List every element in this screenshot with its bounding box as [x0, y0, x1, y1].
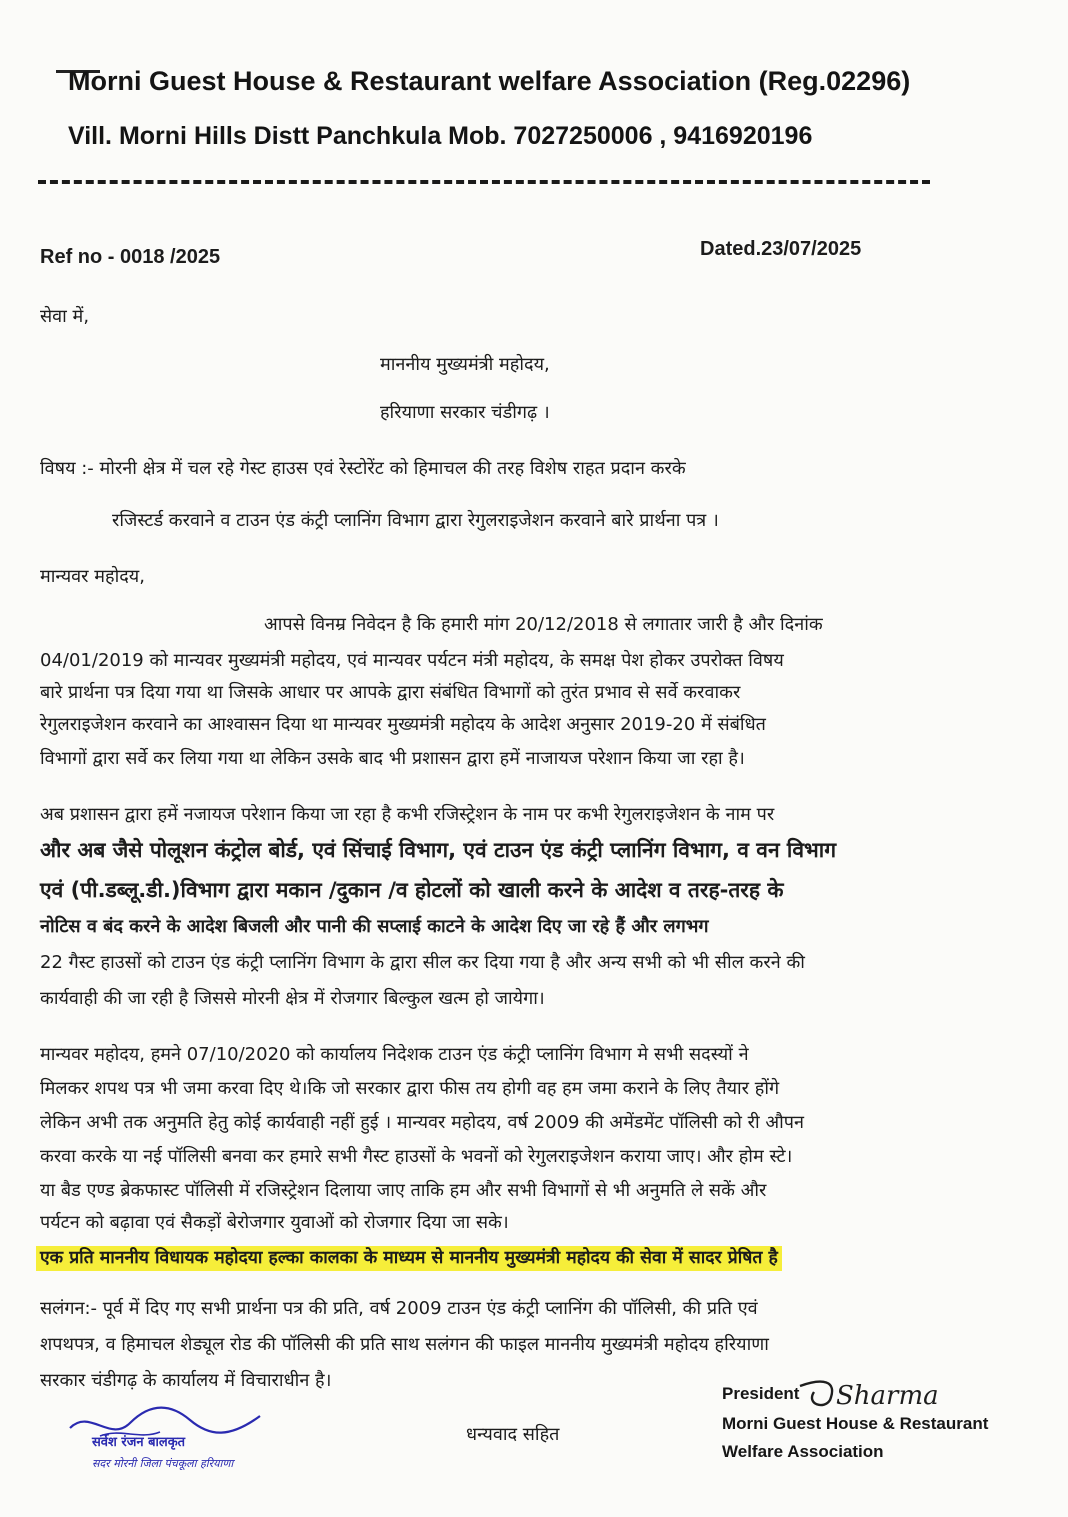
para3-line-1: मान्यवर महोदय, हमने 07/10/2020 को कार्यालय निदेशक टाउन एंड कंट्री प्लानिंग विभाग मे सभी सदस्यों ने	[40, 1044, 749, 1065]
para3-line-2: मिलकर शपथ पत्र भी जमा करवा दिए थे।कि जो सरकार द्वारा फीस तय होगी वह हम जमा कराने के लिए तैयार होंगे	[40, 1078, 780, 1099]
closing-text: धन्यवाद सहित	[466, 1424, 560, 1445]
para1-line-3: बारे प्रार्थना पत्र दिया गया था जिसके आधार पर आपके द्वारा संबंधित विभागों को तुरंत प्रभाव से सर्वे करवाकर	[40, 682, 741, 703]
para3-line-4: करवा करके या नई पॉलिसी बनवा कर हमारे सभी गैस्ट हाउसों के भवनों को रेगुलराइजेशन कराया जाए। और होम स्टे।	[40, 1146, 793, 1167]
para2-line-6: कार्यवाही की जा रही है जिससे मोरनी क्षेत्र में रोजगार बिल्कुल खत्म हो जायेगा।	[40, 988, 545, 1009]
copy-forward-highlight: एक प्रति माननीय विधायक महोदया हल्का कालका के माध्यम से माननीय मुख्यमंत्री महोदय की सेवा में सादर प्रेषित है	[36, 1246, 782, 1271]
para1-line-2: 04/01/2019 को मान्यवर मुख्यमंत्री महोदय, एवं मान्यवर पर्यटन मंत्री महोदय, के समक्ष पेश होकर उपरोक्त विषय	[40, 650, 784, 671]
para2-line-2: और अब जैसे पोलूशन कंट्रोल बोर्ड, एवं सिंचाई विभाग, एवं टाउन एंड कंट्री प्लानिंग विभाग, व वन विभाग	[40, 838, 837, 862]
para3-line-3: लेकिन अभी तक अनुमति हेतु कोई कार्यवाही नहीं हुई । मान्यवर महोदय, वर्ष 2009 की अमेंडमेंट पॉलिसी को री औपन	[40, 1112, 805, 1133]
para2-line-3: एवं (पी.डब्लू.डी.)विभाग द्वारा मकान /दुकान /व होटलों को खाली करने के आदेश व तरह-तरह के	[40, 878, 784, 902]
stamp-designation: सदर मोरनी जिला पंचकूला हरियाणा	[92, 1457, 234, 1470]
enclosure-line-2: शपथपत्र, व हिमाचल शेड्यूल रोड की पॉलिसी की प्रति साथ सलंगन की फाइल माननीय मुख्यमंत्री महोदय हरियाणा	[40, 1334, 769, 1355]
president-label: President	[722, 1384, 800, 1403]
para1-line-4: रेगुलराइजेशन करवाने का आश्वासन दिया था मान्यवर मुख्यमंत्री महोदय के आदेश अनुसार 2019-20 में संबंधित	[40, 714, 766, 735]
greeting: मान्यवर महोदय,	[40, 566, 145, 587]
subject-line-1: विषय :- मोरनी क्षेत्र में चल रहे गेस्ट हाउस एवं रेस्टोरेंट को हिमाचल की तरह विशेष राहत प्रदान करके	[40, 458, 686, 479]
signature-org-line-2: Welfare Association	[722, 1442, 884, 1461]
para2-line-1: अब प्रशासन द्वारा हमें नजायज परेशान किया जा रहा है कभी रजिस्ट्रेशन के नाम पर कभी रेगुलराइजेशन के नाम पर	[40, 804, 775, 825]
signed-name: Sharma	[836, 1381, 939, 1411]
letter-date: Dated.23/07/2025	[700, 238, 862, 260]
subject-line-2: रजिस्टर्ड करवाने व टाउन एंड कंट्री प्लानिंग विभाग द्वारा रेगुलराइजेशन करवाने बारे प्रार्थना पत्र ।	[112, 510, 719, 531]
letterhead-divider	[38, 180, 930, 184]
signature-org-line-1: Morni Guest House & Restaurant	[722, 1414, 989, 1433]
para2-line-5: 22 गैस्ट हाउसों को टाउन एंड कंट्री प्लानिंग विभाग के द्वारा सील कर दिया गया है और अन्य सभी को भी सील करने की	[40, 952, 805, 973]
para1-line-5: विभागों द्वारा सर्वे कर लिया गया था लेकिन उसके बाद भी प्रशासन द्वारा हमें नाजायज परेशान किया जा रहा है।	[40, 748, 745, 769]
salutation-to: सेवा में,	[40, 306, 90, 327]
para3-line-6: पर्यटन को बढ़ावा एवं सैकड़ों बेरोजगार युवाओं को रोजगार दिया जा सके।	[40, 1212, 509, 1233]
stamp-name: सर्वेश रंजन बालकृत	[92, 1435, 186, 1450]
letterhead-org-name: Morni Guest House & Restaurant welfare Association (Reg.02296)	[68, 66, 911, 96]
letterhead-address: Vill. Morni Hills Distt Panchkula Mob. 7027250006 , 9416920196	[68, 122, 813, 150]
enclosure-line-3: सरकार चंडीगढ़ के कार्यालय में विचाराधीन है।	[40, 1370, 332, 1391]
para3-line-5: या बैड एण्ड ब्रेकफास्ट पॉलिसी में रजिस्ट्रेशन दिलाया जाए ताकि हम और सभी विभागों से भी अनुमति ले सकें और	[40, 1180, 767, 1201]
addressee-line-1: माननीय मुख्यमंत्री महोदय,	[380, 354, 550, 375]
para1-line-1: आपसे विनम्र निवेदन है कि हमारी मांग 20/12/2018 से लगातार जारी है और दिनांक	[264, 614, 823, 635]
president-signature-icon	[792, 1374, 962, 1414]
reference-number: Ref no - 0018 /2025	[40, 246, 221, 268]
enclosure-line-1: सलंगन:- पूर्व में दिए गए सभी प्रार्थना पत्र की प्रति, वर्ष 2009 टाउन एंड कंट्री प्लानिंग की पॉलिसी, की प्रति एवं	[40, 1298, 758, 1319]
para2-line-4: नोटिस व बंद करने के आदेश बिजली और पानी की सप्लाई काटने के आदेश दिए जा रहे हैं और लगभग	[40, 916, 709, 937]
addressee-line-2: हरियाणा सरकार चंडीगढ़ ।	[380, 402, 550, 423]
